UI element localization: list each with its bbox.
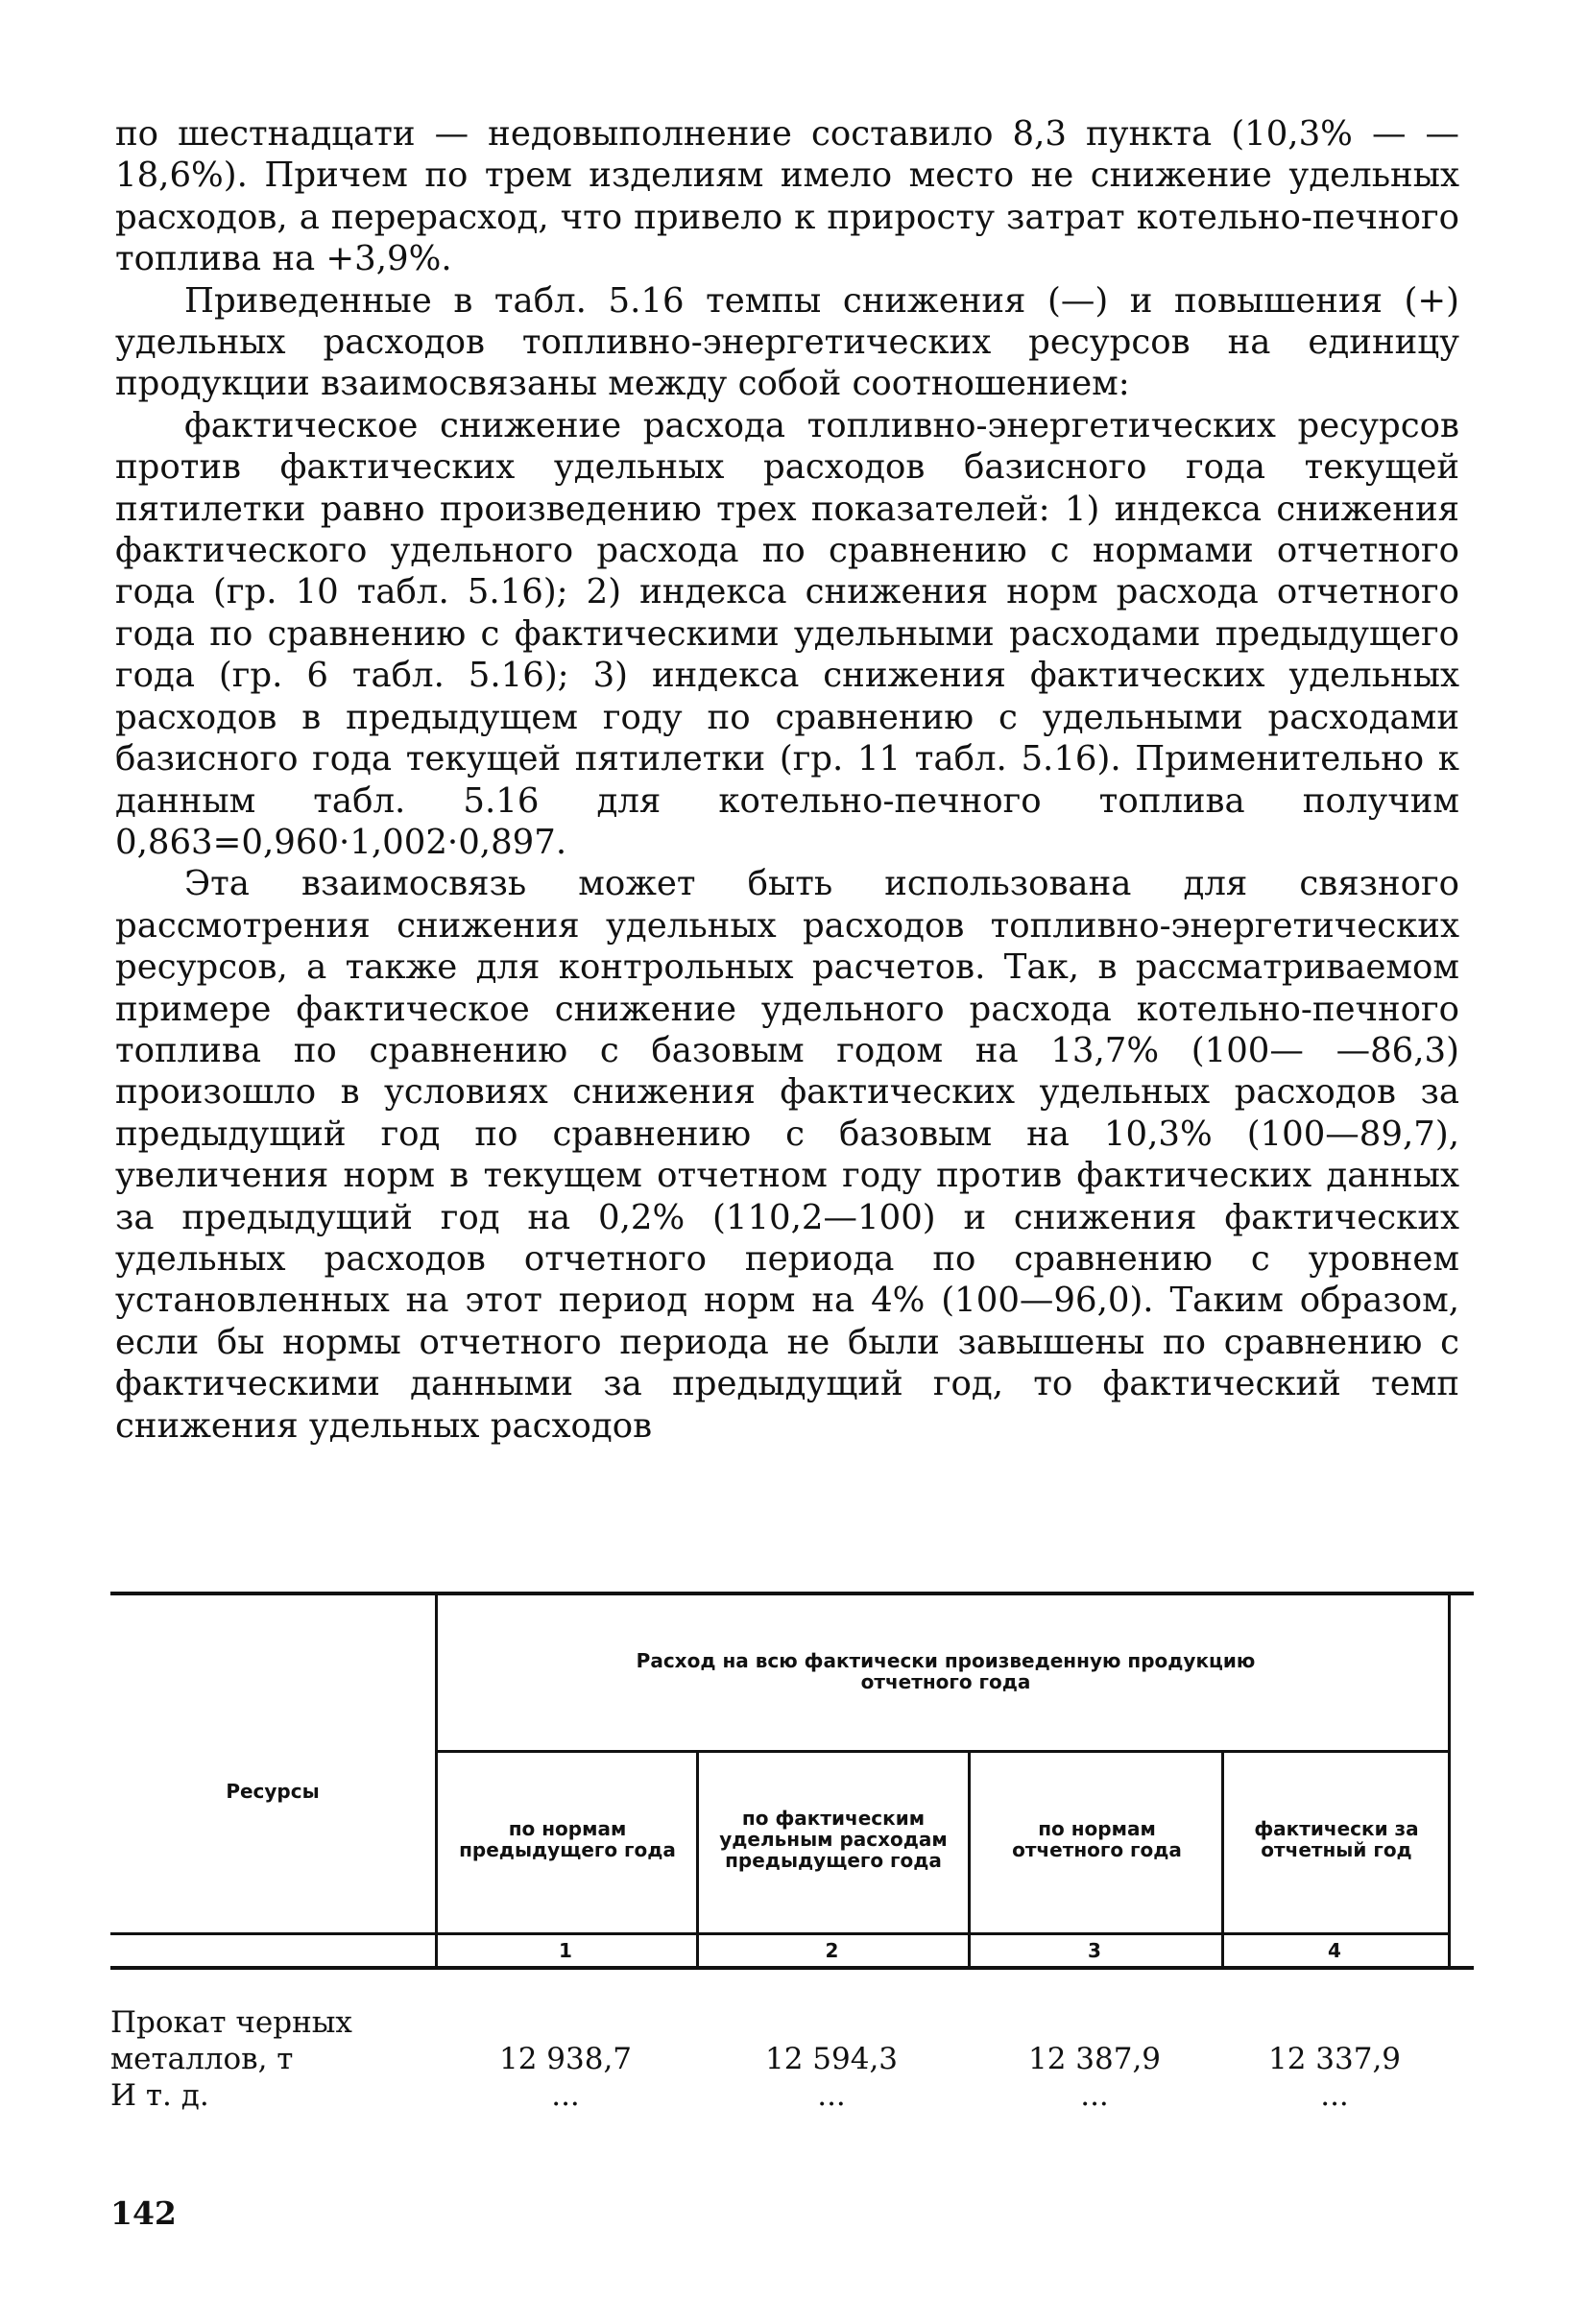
cell-value: ... bbox=[1080, 2078, 1109, 2113]
column-header-1: по нормам предыдущего года bbox=[459, 1817, 676, 1861]
cell-value: ... bbox=[1320, 2078, 1349, 2113]
column-number-3: 3 bbox=[1088, 1939, 1101, 1962]
row-label: И т. д. bbox=[110, 2078, 209, 2113]
table-row bbox=[110, 2004, 1474, 2077]
column-header-2: по фактическим удельным расходам предыдущего года bbox=[719, 1807, 948, 1872]
table-header bbox=[110, 1592, 1474, 1968]
table-divider bbox=[435, 1750, 1451, 1753]
table-bottom-rule bbox=[110, 1966, 1474, 1970]
column-header-4: фактически за отчетный год bbox=[1254, 1817, 1419, 1861]
cell-value: 12 938,7 bbox=[498, 2042, 633, 2076]
cell-value: 12 387,9 bbox=[1027, 2042, 1162, 2076]
group-header: Расход на всю фактически произведенную продукцию отчетного года bbox=[636, 1649, 1256, 1693]
paragraph-3: фактическое снижение расхода топливно-энергетических ресурсов против фактических удельных расходов базисного года текущей пятилетки равно произведению трех показателей: 1) индекса снижения фактического удельного расхода по сравнению с нормами отчетного года (гр. 10 табл. 5.16); 2) индекса снижения норм расхода отчетного года по сравнению с фактическими удельными расходами предыдущего года (гр. 6 табл. 5.16); 3) индекса снижения фактических удельных расходов в предыдущем году по сравнению с удельными расходами базисного года текущей пятилетки (гр. 11 табл. 5.16). Применительно к данным табл. 5.16 для котельно-печного топлива получим 0,863=0,960·1,002·0,897. bbox=[115, 405, 1459, 862]
paragraph-4: Эта взаимосвязь может быть использована для связного рассмотрения снижения удельных расходов топливно-энергетических ресурсов, а также для контрольных расчетов. Так, в рассматриваемом примере фактическое снижение удельного расхода котельно-печного топлива по сравнению с базовым годом на 13,7% (100— —86,3) произошло в условиях снижения фактических удельных расходов за предыдущий год по сравнению с базовым на 10,3% (100—89,7), увеличения норм в текущем отчетном году против фактических данных за предыдущий год на 0,2% (110,2—100) и снижения фактических удельных расходов отчетного периода по сравнению с уровнем установленных на этот период норм на 4% (100—96,0). Таким образом, если бы нормы отчетного периода не были завышены по сравнению с фактическими данными за предыдущий год, то фактический темп снижения удельных расходов bbox=[115, 864, 1459, 1446]
table-row bbox=[110, 2077, 1474, 2114]
column-number-1: 1 bbox=[559, 1939, 572, 1962]
column-number-2: 2 bbox=[825, 1939, 839, 1962]
table-divider bbox=[435, 1592, 438, 1968]
paragraph-2: Приведенные в табл. 5.16 темпы снижения (—) и повышения (+) удельных расходов топливно-энергетических ресурсов на единицу продукции взаимосвязаны между собой соотношением: bbox=[115, 280, 1459, 404]
table-top-rule bbox=[110, 1592, 1474, 1595]
paragraph-1: по шестнадцати — недовыполнение составило 8,3 пункта (10,3% — —18,6%). Причем по трем изделиям имело место не снижение удельных расходов, а перерасход, что привело к приросту затрат котельно-печного топлива на +3,9%. bbox=[115, 114, 1459, 279]
page-number: 142 bbox=[110, 2194, 177, 2232]
cell-value: ... bbox=[817, 2078, 846, 2113]
column-number-4: 4 bbox=[1328, 1939, 1341, 1962]
cell-value: 12 337,9 bbox=[1267, 2042, 1402, 2076]
column-header-3: по нормам отчетного года bbox=[1012, 1817, 1182, 1861]
row-label: Прокат черных металлов, т bbox=[110, 2005, 352, 2076]
cell-value: ... bbox=[551, 2078, 580, 2113]
row-header: Ресурсы bbox=[226, 1780, 320, 1803]
cell-value: 12 594,3 bbox=[764, 2042, 899, 2076]
body-text bbox=[115, 113, 1459, 1447]
table-divider bbox=[1448, 1592, 1451, 1968]
